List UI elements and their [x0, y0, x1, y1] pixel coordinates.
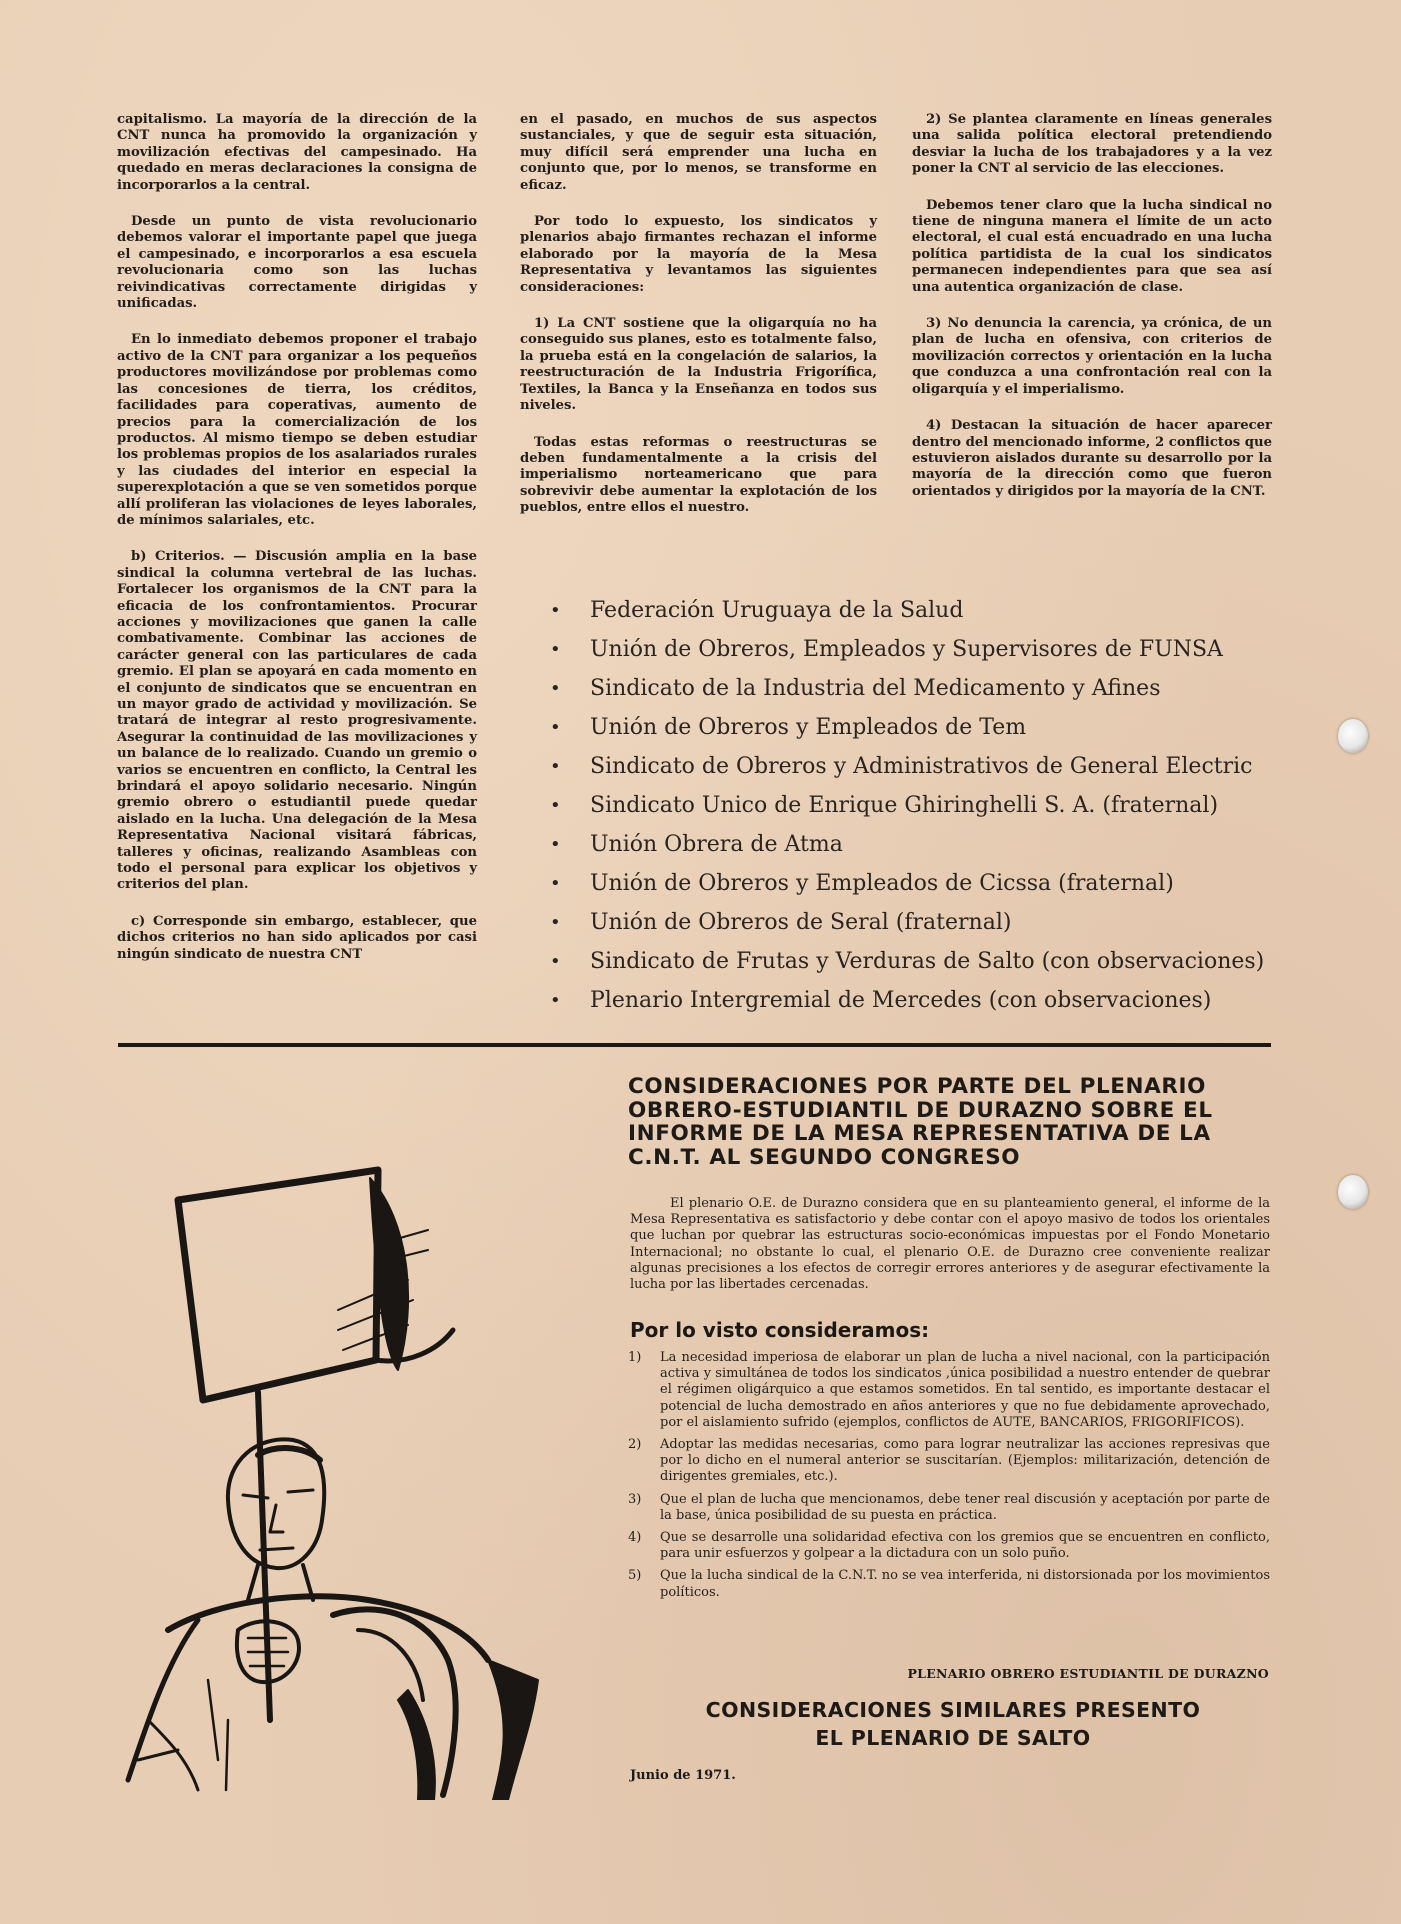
bullet-icon: • [550, 951, 561, 972]
union-item [548, 789, 1288, 828]
union-name: Plenario Intergremial de Mercedes (con observaciones) [590, 988, 1212, 1013]
union-item [548, 594, 1288, 633]
document-date: Junio de 1971. [630, 1768, 736, 1783]
paragraph: 3) No denuncia la carencia, ya crónica, de un plan de lucha en ofensiva, con criterios de movilización correctos y orientación en la lucha que conduzca a una confrontación real con la oligarquía y el imperialismo. [912, 316, 1272, 397]
text-column-middle [520, 112, 877, 537]
paragraph: en el pasado, en muchos de sus aspectos sustanciales, y que de seguir esta situación, muy difícil será emprender una lucha en conjunto que, por lo menos, se transforme en eficaz. [520, 112, 877, 193]
consideration-item [628, 1350, 1270, 1431]
similar-line-1: CONSIDERACIONES SIMILARES PRESENTO [705, 1698, 1201, 1722]
item-text: Que se desarrolle una solidaridad efectiva con los gremios que se encuentren en conflicto, para unir esfuerzos y golpear a la dictadura con un solo puño. [660, 1530, 1270, 1562]
union-name: Unión Obrera de Atma [590, 832, 843, 857]
bullet-icon: • [550, 795, 561, 816]
similar-line-2: EL PLENARIO DE SALTO [815, 1726, 1091, 1750]
paragraph: Por todo lo expuesto, los sindicatos y plenarios abajo firmantes rechazan el informe elaborado por la mayoría de la Mesa Representativa y levantamos las siguientes consideraciones: [520, 214, 877, 295]
signature: PLENARIO OBRERO ESTUDIANTIL DE DURAZNO [907, 1666, 1269, 1681]
bullet-icon: • [550, 990, 561, 1011]
considerations-list [628, 1350, 1270, 1607]
bullet-icon: • [550, 678, 561, 699]
paragraph: b) Criterios. — Discusión amplia en la base sindical la columna vertebral de las luchas. Fortalecer los organismos de la CNT para la eficacia de los confrontamientos. Procurar acciones y movilizaciones que ganen la calle combativamente. Combinar las acciones de carácter general con las particulares de cada gremio. El plan se apoyará en cada momento en el conjunto de sindicatos que se encuentran en un mayor grado de actividad y movilización. Se tratará de integrar al resto progresivamente. Asegurar la continuidad de las movilizaciones y un balance de lo realizado. Cuando un gremio o varios se encuentren en conflicto, la Central les brindará el apoyo solidario necesario. Ningún gremio obrero o estudiantil puede quedar aislado en la lucha. Una delegación de la Mesa Representativa Nacional visitará fábricas, talleres y oficinas, realizando Asambleas con todo el personal para explicar los objetivos y criterios del plan. [117, 549, 477, 893]
item-number: 5) [628, 1568, 642, 1584]
paragraph: Todas estas reformas o reestructuras se deben fundamentalmente a la crisis del imperialismo norteamericano que para sobrevivir debe aumentar la explotación de los pueblos, entre ellos el nuestro. [520, 434, 877, 516]
consideration-item [628, 1437, 1270, 1486]
signatory-unions-list [548, 594, 1288, 1023]
bullet-icon: • [550, 912, 561, 933]
union-name: Unión de Obreros y Empleados de Tem [590, 715, 1027, 740]
considerations-title: CONSIDERACIONES POR PARTE DEL PLENARIO OBRERO-ESTUDIANTIL DE DURAZNO SOBRE EL INFORME DE LA MESA REPRESENTATIVA DE LA C.N.T. AL SEGUNDO CONGRESO [628, 1074, 1213, 1170]
paragraph: capitalismo. La mayoría de la dirección de la CNT nunca ha promovido la organización y movilización efectivas del campesinado. Ha quedado en meras declaraciones la consigna de incorporarlos a la central. [117, 112, 477, 193]
considerations-heading: Por lo visto consideramos: [630, 1318, 930, 1342]
union-name: Sindicato de la Industria del Medicamento y Afines [590, 676, 1161, 701]
union-item [548, 984, 1288, 1023]
text-column-right [912, 112, 1272, 520]
paragraph: c) Corresponde sin embargo, establecer, que dichos criterios no han sido aplicados por casi ningún sindicato de nuestra CNT [117, 913, 477, 962]
union-name: Sindicato Unico de Enrique Ghiringhelli S. A. (fraternal) [590, 793, 1219, 818]
bullet-icon: • [550, 600, 561, 621]
union-item [548, 750, 1288, 789]
paragraph: Debemos tener claro que la lucha sindical no tiene de ninguna manera el límite de un acto electoral, el cual está encuadrado en una lucha política partidista de la cual los sindicatos permanecen independientes para que sea así una autentica organización de clase. [912, 197, 1272, 295]
union-item [548, 906, 1288, 945]
consideration-item [628, 1568, 1270, 1600]
item-text: Que el plan de lucha que mencionamos, debe tener real discusión y aceptación por parte de la base, única posibilidad de su puesta en práctica. [660, 1491, 1270, 1523]
consideration-item [628, 1492, 1270, 1524]
union-item [548, 672, 1288, 711]
union-item [548, 711, 1288, 750]
union-name: Sindicato de Obreros y Administrativos de General Electric [590, 754, 1253, 779]
union-item [548, 633, 1288, 672]
protester-with-placard-illustration [108, 1160, 548, 1800]
union-name: Unión de Obreros, Empleados y Supervisores de FUNSA [590, 637, 1223, 662]
paragraph: 2) Se plantea claramente en líneas generales una salida política electoral pretendiendo desviar la lucha de los trabajadores y a la vez poner la CNT al servicio de las elecciones. [912, 112, 1272, 177]
union-name: Unión de Obreros y Empleados de Cicssa (fraternal) [590, 871, 1174, 896]
considerations-intro: El plenario O.E. de Durazno considera que en su planteamiento general, el informe de la Mesa Representativa es satisfactorio y debe contar con el apoyo masivo de todos los orientales que luchan por quebrar las estructuras socio-económicas impuestas por el Fondo Monetario Internacional; no obstante lo cual, el plenario O.E. de Durazno cree conveniente realizar algunas precisiones a los efectos de corregir errores anteriores y de asegurar efectivamente la lucha por las libertades cercenadas. [630, 1196, 1270, 1293]
item-number: 4) [628, 1530, 642, 1546]
bullet-icon: • [550, 639, 561, 660]
text-column-left [117, 112, 477, 983]
bullet-icon: • [550, 834, 561, 855]
union-item [548, 867, 1288, 906]
consideration-item [628, 1530, 1270, 1562]
punch-hole [1338, 719, 1368, 753]
bullet-icon: • [550, 756, 561, 777]
horizontal-divider [118, 1043, 1271, 1047]
item-text: Adoptar las medidas necesarias, como para lograr neutralizar las acciones represivas que por lo dicho en el numeral anterior se suscitarían. (Ejemplos: militarización, detención de dirigentes gremiales, etc.). [660, 1437, 1270, 1485]
union-name: Sindicato de Frutas y Verduras de Salto (con observaciones) [590, 949, 1265, 974]
union-item [548, 945, 1288, 984]
paragraph: 4) Destacan la situación de hacer aparecer dentro del mencionado informe, 2 conflictos que estuvieron aislados durante su desarrollo por la mayoría de la dirección como que fueron orientados y dirigidos por la mayoría de la CNT. [912, 418, 1272, 499]
union-name: Federación Uruguaya de la Salud [590, 598, 964, 623]
union-name: Unión de Obreros de Seral (fraternal) [590, 910, 1012, 935]
bullet-icon: • [550, 717, 561, 738]
similar-considerations-note [628, 1696, 1278, 1752]
item-number: 1) [628, 1350, 642, 1365]
item-number: 2) [628, 1437, 642, 1453]
paragraph: 1) La CNT sostiene que la oligarquía no ha conseguido sus planes, esto es totalmente falso, la prueba está en la congelación de salarios, la reestructuración de la Industria Frigorífica, Textiles, la Banca y la Enseñanza en todos sus niveles. [520, 316, 877, 414]
item-number: 3) [628, 1491, 642, 1507]
union-item [548, 828, 1288, 867]
bullet-icon: • [550, 873, 561, 894]
punch-hole [1338, 1175, 1368, 1209]
paragraph: En lo inmediato debemos proponer el trabajo activo de la CNT para organizar a los pequeños productores movilizándose por problemas como las concesiones de tierra, los créditos, facilidades para coperativas, aumento de precios para la comercialización de los productos. Al mismo tiempo se deben estudiar los problemas propios de los asalariados rurales y las ciudades del interior en especial la superexplotación a que se ven sometidos porque allí proliferan las violaciones de leyes laborales, de mínimos salariales, etc. [117, 332, 477, 528]
item-text: La necesidad imperiosa de elaborar un plan de lucha a nivel nacional, con la participación activa y simultánea de todos los sindicatos ,única posibilidad a nuestro entender de quebrar el régimen oligárquico a que estamos sometidos. En tal sentido, es importante destacar el potencial de lucha demostrado en años anteriores y que no fue debidamente aprovechado, por el aislamiento sufrido (ejemplos, conflictos de AUTE, BANCARIOS, FRIGORIFICOS). [660, 1350, 1270, 1430]
paragraph: Desde un punto de vista revolucionario debemos valorar el importante papel que juega el campesinado, e incorporarlos a esa escuela revolucionaria como son las luchas reivindicativas correctamente dirigidas y unificadas. [117, 214, 477, 312]
item-text: Que la lucha sindical de la C.N.T. no se vea interferida, ni distorsionada por los movimientos políticos. [660, 1568, 1270, 1600]
